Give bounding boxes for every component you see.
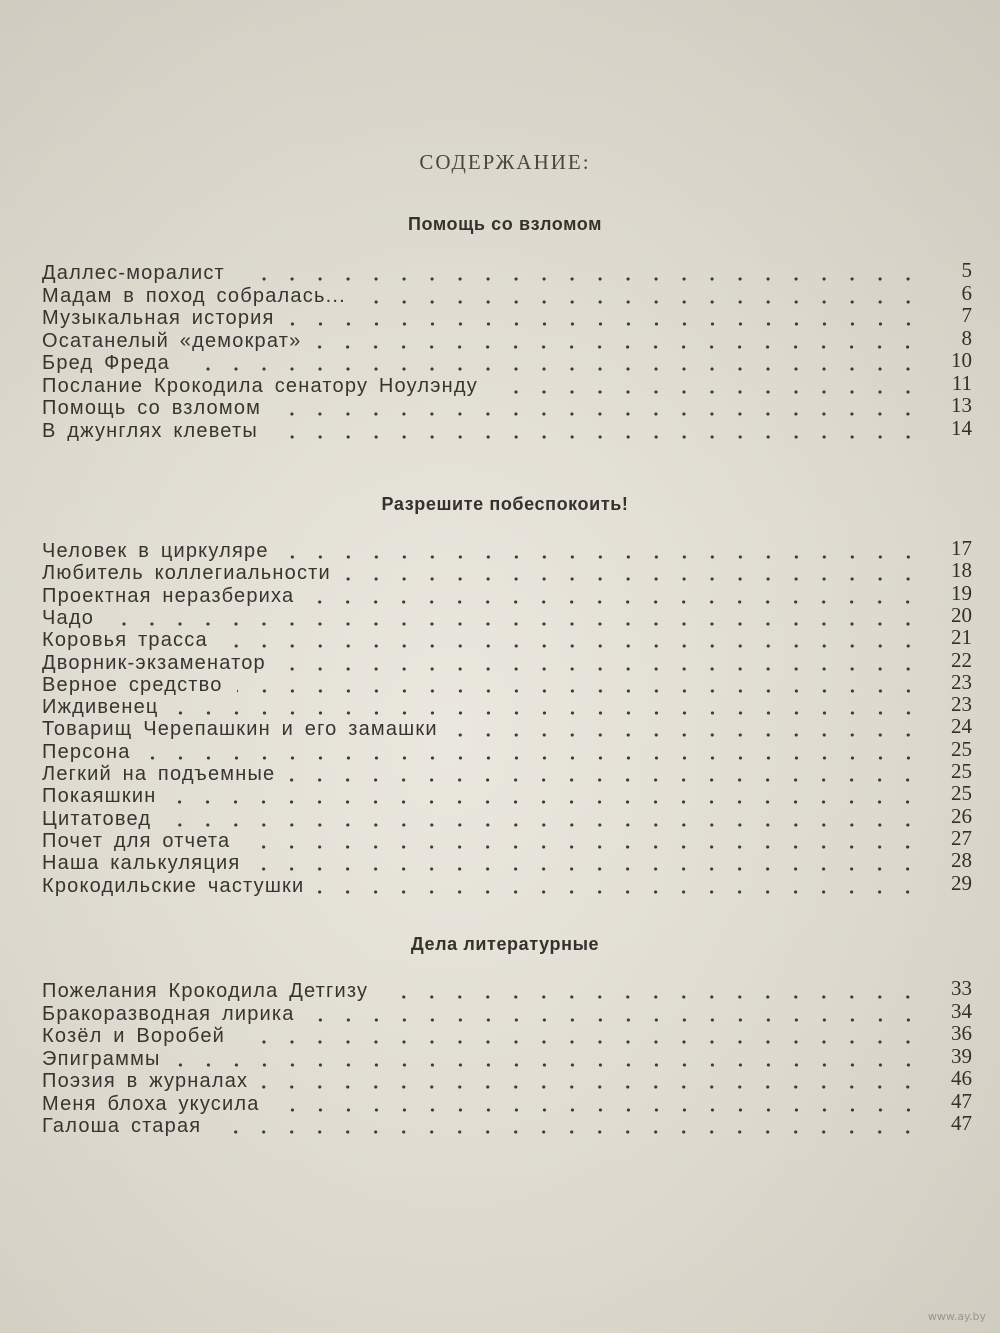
entry-page-number: 18 <box>951 558 972 583</box>
entry-title: Помощь со взломом <box>42 397 262 419</box>
entry-title: Наша калькуляция <box>42 852 241 875</box>
entry-page-number: 29 <box>951 870 972 895</box>
entry-page-number: 47 <box>951 1111 972 1135</box>
dot-leader <box>254 867 922 871</box>
toc-entry <box>42 848 972 876</box>
entry-page-number: 13 <box>951 393 972 417</box>
entry-page-number: 23 <box>951 669 972 694</box>
toc-entry <box>42 370 972 399</box>
dot-leader <box>280 667 922 671</box>
entry-title: Даллес-моралист <box>42 262 225 284</box>
entry-title: Покаяшкин <box>42 785 157 808</box>
page-title: СОДЕРЖАНИЕ: <box>419 150 591 174</box>
entry-page-number: 5 <box>961 258 972 282</box>
entry-page-number: 6 <box>961 280 972 305</box>
dot-leader <box>215 1130 922 1134</box>
toc-entry <box>42 280 972 309</box>
toc-entry <box>42 602 972 631</box>
entry-page-number: 14 <box>951 415 972 440</box>
dot-leader <box>108 622 922 626</box>
dot-leader <box>345 577 922 581</box>
entry-page-number: 25 <box>951 736 972 761</box>
entry-page-number: 11 <box>951 370 972 395</box>
dot-leader <box>309 1018 922 1022</box>
dot-leader <box>318 890 922 894</box>
entry-title: Послание Крокодила сенатору Ноулэнду <box>42 374 478 397</box>
toc-entry <box>42 1066 972 1094</box>
entry-title: Верное средство <box>42 673 223 696</box>
entry-title: Любитель коллегиальности <box>42 562 331 585</box>
dot-leader <box>315 345 922 349</box>
toc-entry <box>42 870 972 899</box>
dot-leader <box>262 1085 922 1089</box>
entry-title: Человек в циркуляре <box>42 540 269 562</box>
dot-leader <box>283 555 922 559</box>
entry-title: Почет для отчета <box>42 829 231 852</box>
entry-page-number: 25 <box>951 781 972 806</box>
toc-entry <box>42 536 972 564</box>
dot-leader <box>492 390 922 394</box>
entry-title: Легкий на подъемные <box>42 763 276 785</box>
dot-leader <box>239 1040 922 1044</box>
dot-leader <box>452 733 922 737</box>
toc-entry <box>42 580 972 609</box>
entry-title: Галоша старая <box>42 1115 202 1137</box>
entry-page-number: 24 <box>951 714 972 739</box>
toc-entry <box>42 1088 972 1117</box>
toc-entry <box>42 976 972 1004</box>
entry-page-number: 19 <box>951 580 972 605</box>
toc-entry <box>42 348 972 376</box>
dot-leader <box>360 300 922 304</box>
toc-entry <box>42 325 972 354</box>
entry-page-number: 33 <box>951 976 972 1000</box>
entry-title: Поэзия в журналах <box>42 1070 249 1092</box>
entry-title: Чадо <box>42 606 95 629</box>
entry-page-number: 39 <box>951 1043 972 1068</box>
entry-title: Пожелания Крокодила Детгизу <box>42 980 369 1002</box>
toc-entry <box>42 415 972 444</box>
entry-page-number: 17 <box>951 536 972 560</box>
entry-page-number: 10 <box>951 348 972 372</box>
dot-leader <box>308 600 922 604</box>
entry-title: Бракоразводная лирика <box>42 1002 295 1025</box>
toc-entry <box>42 781 972 809</box>
dot-leader <box>274 1108 922 1112</box>
dot-leader <box>275 412 922 416</box>
entry-title: Товарищ Черепашкин и его замашки <box>42 718 438 741</box>
entry-title: Козёл и Воробей <box>42 1025 226 1047</box>
watermark: www.ay.by <box>927 1310 986 1323</box>
entry-page-number: 26 <box>951 803 972 828</box>
dot-leader <box>239 277 922 281</box>
entry-title: Осатанелый «демократ» <box>42 329 302 352</box>
dot-leader <box>173 711 922 715</box>
section-heading: Дела литературные <box>410 934 600 954</box>
dot-leader <box>237 689 922 693</box>
toc-entry <box>42 258 972 286</box>
dot-leader <box>289 322 922 326</box>
dot-leader <box>272 435 922 439</box>
entry-title: Эпиграммы <box>42 1047 161 1070</box>
entry-page-number: 47 <box>951 1088 972 1113</box>
entry-title: Коровья трасса <box>42 629 208 652</box>
entry-title: Бред Фреда <box>42 352 170 374</box>
section-heading: Разрешите побеспокоить! <box>381 494 629 514</box>
entry-page-number: 28 <box>951 848 972 873</box>
toc-entry <box>42 825 972 854</box>
dot-leader <box>244 845 922 849</box>
toc-entry <box>42 625 972 653</box>
toc-entry <box>42 393 972 421</box>
section-heading: Помощь со взломом <box>407 214 603 234</box>
dot-leader <box>289 778 922 782</box>
dot-leader <box>170 800 922 804</box>
entry-title: Меня блоха укусила <box>42 1092 260 1115</box>
entry-title: Цитатовед <box>42 807 152 830</box>
toc-entry <box>42 1111 972 1139</box>
toc-entry <box>42 303 972 331</box>
dot-leader <box>382 995 922 999</box>
entry-page-number: 21 <box>951 625 972 650</box>
entry-page-number: 20 <box>951 602 972 627</box>
entry-page-number: 36 <box>951 1021 972 1045</box>
toc-entry <box>42 803 972 832</box>
entry-page-number: 27 <box>951 825 972 850</box>
entry-page-number: 7 <box>961 303 972 327</box>
toc-entry <box>42 759 972 787</box>
entry-title: Проектная неразбериха <box>42 584 295 607</box>
dot-leader <box>165 823 922 827</box>
dot-leader <box>145 756 922 760</box>
entry-title: Мадам в поход собралась... <box>42 284 346 307</box>
entry-title: Крокодильские частушки <box>42 874 305 897</box>
toc-entry <box>42 1021 972 1049</box>
toc-entry <box>42 692 972 720</box>
entry-page-number: 8 <box>961 325 972 350</box>
dot-leader <box>175 1063 922 1067</box>
entry-title: В джунглях клеветы <box>42 419 258 442</box>
entry-page-number: 46 <box>951 1066 972 1090</box>
toc-entry <box>42 558 972 586</box>
entry-title: Музыкальная история <box>42 307 275 329</box>
toc-entry <box>42 714 972 742</box>
toc-entry <box>42 647 972 676</box>
dot-leader <box>222 644 922 648</box>
entry-title: Персона <box>42 740 131 763</box>
entry-page-number: 23 <box>951 692 972 717</box>
toc-entry <box>42 669 972 698</box>
entry-title: Дворник-экзаменатор <box>42 651 266 674</box>
toc-entry <box>42 1043 972 1072</box>
toc-entry <box>42 998 972 1027</box>
entry-page-number: 22 <box>951 647 972 672</box>
entry-page-number: 34 <box>951 998 972 1023</box>
dot-leader <box>184 367 922 371</box>
entry-title: Иждивенец <box>42 696 159 719</box>
entry-page-number: 25 <box>951 759 972 783</box>
toc-entry <box>42 736 972 765</box>
